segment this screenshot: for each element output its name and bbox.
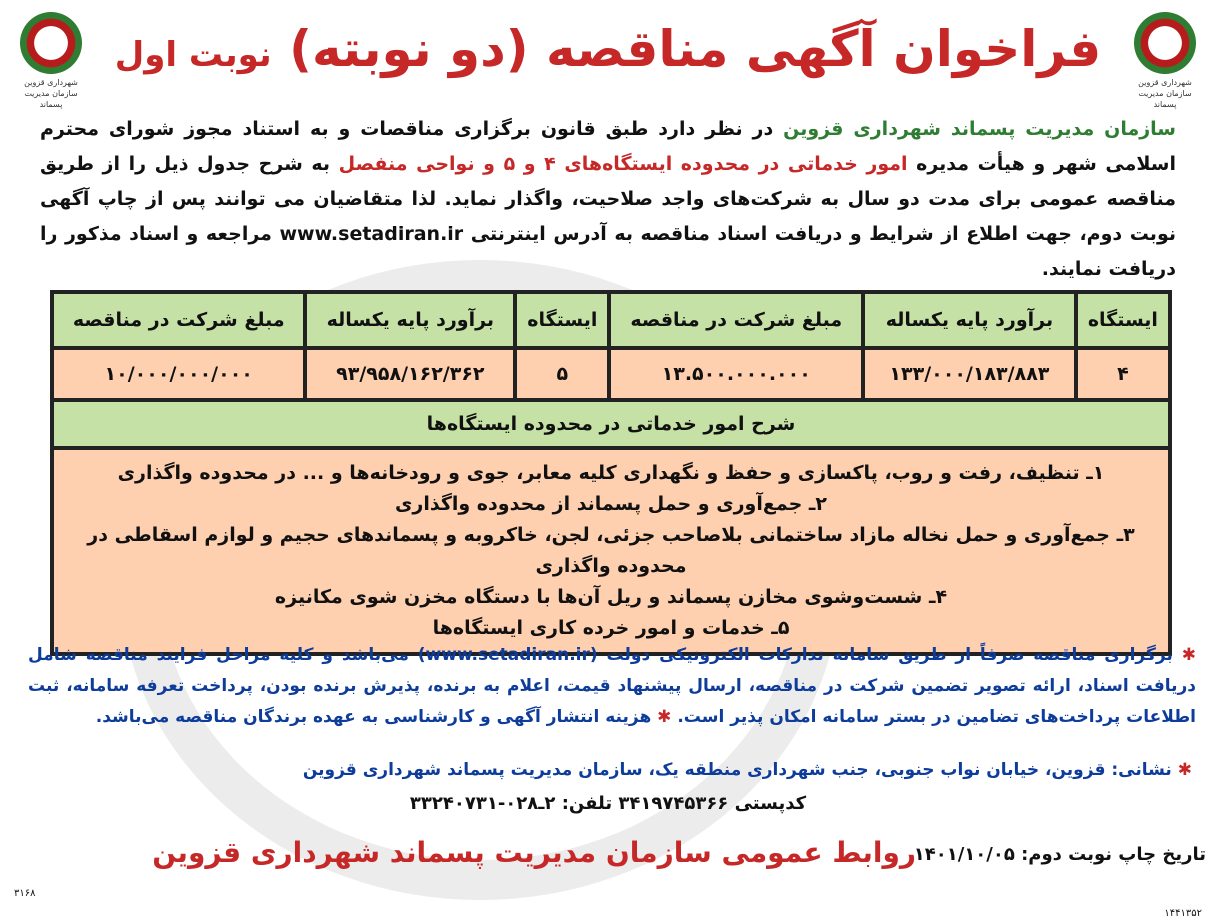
- footer: [20, 836, 1206, 876]
- page-title: فراخوان آگهی مناقصه (دو نوبته) نوبت اول: [114, 20, 1102, 78]
- note-2: هزینه انتشار آگهی و کارشناسی به عهده برندگان مناقصه می‌باشد.: [95, 707, 652, 727]
- bullet-icon: ✱: [657, 707, 672, 727]
- col-header: مبلغ شرکت در مناقصه: [609, 292, 863, 348]
- bullet-icon: ✱: [1181, 645, 1196, 665]
- list-item: ۲ـ جمع‌آوری و حمل پسماند از محدوده واگذاری: [394, 493, 827, 515]
- intro-paragraph: سازمان مدیریت پسماند شهرداری قزوین در نظر دارد طبق قانون برگزاری مناقصات و به استناد مجوز شورای محترم اسلامی شهر و هیأت مدیره امور خدماتی در محدوده ایستگاه‌های ۴ و ۵ و نواحی منفصل به شرح جدول ذیل را از طریق مناقصه عمومی برای مدت دو سال به شرکت‌های واجد صلاحیت، واگذار نماید. لذا متقاضیان می توانند پس از چاپ آگهی نوبت دوم، جهت اطلاع از شرایط و دریافت اسناد مناقصه به آدرس اینترنتی www.setadiran.ir مراجعه و اسناد مذکور را دریافت نمایند.: [40, 118, 1176, 280]
- col-header: برآورد پایه یکساله: [305, 292, 515, 348]
- logo-caption: شهرداری قزوین سازمان مدیریت پسماند: [24, 78, 78, 109]
- table-cell: ۱۳.۵۰۰.۰۰۰.۰۰۰: [609, 348, 863, 400]
- postal-phone: کدپستی ۳۴۱۹۷۴۵۳۶۶ تلفن: ۲ـ۰۲۸-۳۳۲۴۰۷۳۱: [409, 793, 807, 814]
- services-list: [52, 448, 1170, 654]
- logo-caption: شهرداری قزوین سازمان مدیریت پسماند: [1138, 78, 1192, 109]
- code-right: ۱۴۴۱۳۵۲: [1164, 908, 1202, 919]
- tender-subject: امور خدماتی در محدوده ایستگاه‌های ۴ و ۵ و نواحی منفصل: [338, 153, 908, 175]
- logo-right: [1132, 12, 1198, 109]
- logo-left: [18, 12, 84, 109]
- print-date: تاریخ چاپ نوبت دوم: ۱۴۰۱/۱۰/۰۵: [913, 844, 1206, 865]
- bullet-icon: ✱: [1177, 760, 1192, 780]
- section-title: شرح امور خدماتی در محدوده ایستگاه‌ها: [52, 400, 1170, 448]
- table-cell: ۱۰/۰۰۰/۰۰۰/۰۰۰: [52, 348, 305, 400]
- table-cell: ۱۳۳/۰۰۰/۱۸۳/۸۸۳: [863, 348, 1076, 400]
- note-1: برگزاری مناقصه صرفاً از طریق سامانه تدارکات الکترونیکی دولت (www.setadiran.ir) می‌باشد و کلیه مراحل فرایند مناقصه شامل دریافت اسناد، ارائه تصویر تضمین شرکت در مناقصه، ارسال پیشنهاد قیمت، اعلام به برنده، پذیرش برنده بودن، پرداخت تعرفه سامانه، ثبت اطلاعات پرداخت‌های تضامین در بستر سامانه امکان پذیر است.: [28, 645, 1196, 727]
- table-cell: ۵: [515, 348, 609, 400]
- list-item: ۵ـ خدمات و امور خرده کاری ایستگاه‌ها: [432, 617, 790, 639]
- table-cell: ۹۳/۹۵۸/۱۶۲/۳۶۲: [305, 348, 515, 400]
- list-item: ۴ـ شست‌وشوی مخازن پسماند و ریل آن‌ها با دستگاه مخزن شوی مکانیزه: [274, 586, 948, 608]
- turn-label: نوبت اول: [114, 35, 272, 75]
- org-name: سازمان مدیریت پسماند شهرداری قزوین: [783, 118, 1176, 140]
- notes: [28, 640, 1196, 733]
- public-relations: روابط عمومی سازمان مدیریت پسماند شهرداری قزوین: [152, 836, 916, 869]
- list-item: ۱ـ تنظیف، رفت و روب، پاکسازی و حفظ و نگهداری کلیه معابر، جوی و رودخانه‌ها و ... در محدوده واگذاری: [117, 462, 1105, 484]
- col-header: ایستگاه: [515, 292, 609, 348]
- municipality-logo-icon: [1134, 12, 1196, 74]
- address: ✱ نشانی: قزوین، خیابان نواب جنوبی، جنب شهرداری منطقه یک، سازمان مدیریت پسماند شهرداری قزوین: [302, 760, 1192, 780]
- list-item: ۳ـ جمع‌آوری و حمل نخاله مازاد ساختمانی بلاصاحب جزئی، لجن، خاکروبه و پسماندهای حجیم و لوازم اسقاطی در محدوده واگذاری: [87, 524, 1135, 577]
- col-header: مبلغ شرکت در مناقصه: [52, 292, 305, 348]
- tender-table: [50, 290, 1172, 656]
- table-cell: ۴: [1076, 348, 1170, 400]
- code-left: ۳۱۶۸: [14, 888, 36, 899]
- col-header: ایستگاه: [1076, 292, 1170, 348]
- col-header: برآورد پایه یکساله: [863, 292, 1076, 348]
- municipality-logo-icon: [20, 12, 82, 74]
